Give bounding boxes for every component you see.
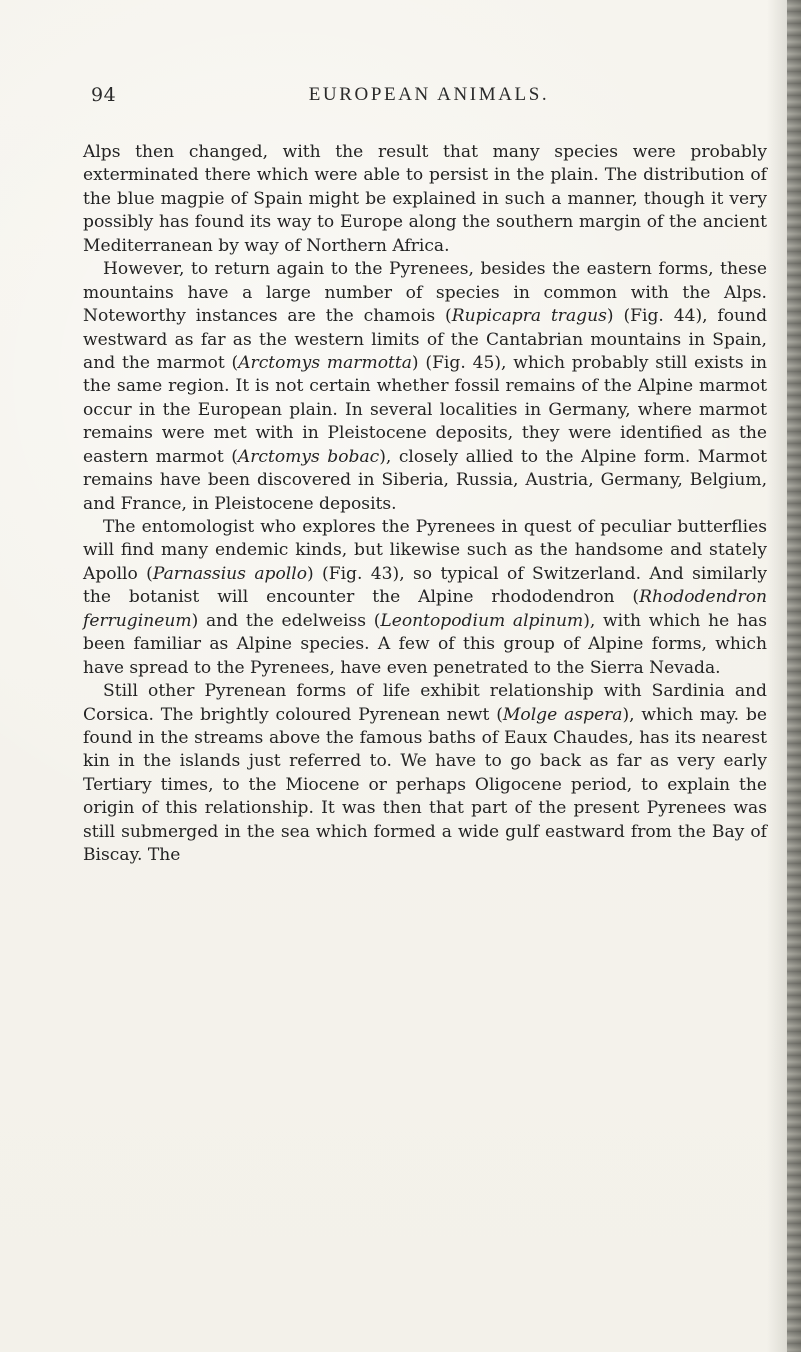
paragraph-2 bbox=[83, 258, 767, 516]
text-segment: ), which may. be found in the streams above the famous baths of Eaux Chaudes, has its nearest kin in the islands just referred to. We have to go back as far as very early Tertiary times, to the Miocene or perhaps Oligocene period, to explain the origin of this relationship. It was then that part of the present Pyrenees was still submerged in the sea which formed a wide gulf eastward from the Bay of Biscay. The bbox=[83, 704, 768, 866]
text-segment: ), closely allied to the Alpine form. Marmot remains have been discovered in Siberia, Russia, Austria, Germany, Belgium, and France, in Pleistocene deposits. bbox=[83, 446, 767, 514]
species-name-rhododendron: Rhododendron ferrugineum bbox=[83, 587, 767, 631]
page-binding-edge bbox=[787, 0, 801, 1352]
text-segment: ) (Fig. 44), found westward as far as the western limits of the Cantabrian mountains in Spain, and the marmot ( bbox=[83, 306, 768, 373]
body-text bbox=[83, 141, 767, 868]
species-name-leontopodium: Leontopodium alpinum bbox=[380, 610, 584, 631]
text-segment: However, to return again to the Pyrenees, besides the eastern forms, these mountains have a large number of species in common with the Alps. Noteworthy instances are the chamois ( bbox=[83, 259, 767, 327]
text-segment: ) (Fig. 43), so typical of Switzerland. And similarly the botanist will encounter the Alpine rhododendron ( bbox=[83, 563, 767, 608]
page-header bbox=[91, 80, 767, 116]
text-segment: The entomologist who explores the Pyrenees in quest of peculiar butterflies will find many endemic kinds, but likewise such as the handsome and stately Apollo ( bbox=[83, 517, 767, 584]
text-segment: ) (Fig. 45), which probably still exists in the same region. It is not certain whether fossil remains of the Alpine marmot occur in the European plain. In several localities in Germany, where marmot remains were met with in Pleistocene deposits, they were identified as the eastern marmot ( bbox=[83, 352, 767, 467]
text-segment: Alps then changed, with the result that many species were probably exterminated there which were able to persist in the plain. The distribution of the blue magpie of Spain might be explained in such a manner, though it very possibly has found its way to Europe along the southern margin of the ancient Mediterranean by way of Northern Africa. bbox=[83, 142, 767, 256]
text-segment: ) and the edelweiss ( bbox=[191, 610, 381, 631]
species-name-rupicapra: Rupicapra tragus bbox=[451, 306, 607, 327]
species-name-parnassius: Parnassius apollo bbox=[152, 563, 307, 584]
species-name-molge: Molge aspera bbox=[502, 704, 623, 725]
species-name-arctomys-marmotta: Arctomys marmotta bbox=[238, 352, 412, 373]
paragraph-4 bbox=[83, 680, 767, 868]
running-head: EUROPEAN ANIMALS. bbox=[308, 84, 550, 105]
paragraph-1 bbox=[83, 141, 767, 258]
text-segment: ), with which he has been familiar as Alpine species. A few of this group of Alpine forms, which have spread to the Pyrenees, have even penetrated to the Sierra Nevada. bbox=[83, 610, 767, 678]
text-segment: Still other Pyrenean forms of life exhibit relationship with Sardinia and Corsica. The brightly coloured Pyrenean newt ( bbox=[83, 681, 767, 725]
species-name-arctomys-bobac: Arctomys bobac bbox=[237, 446, 380, 467]
page-number: 94 bbox=[91, 84, 117, 106]
paragraph-3 bbox=[83, 516, 767, 680]
